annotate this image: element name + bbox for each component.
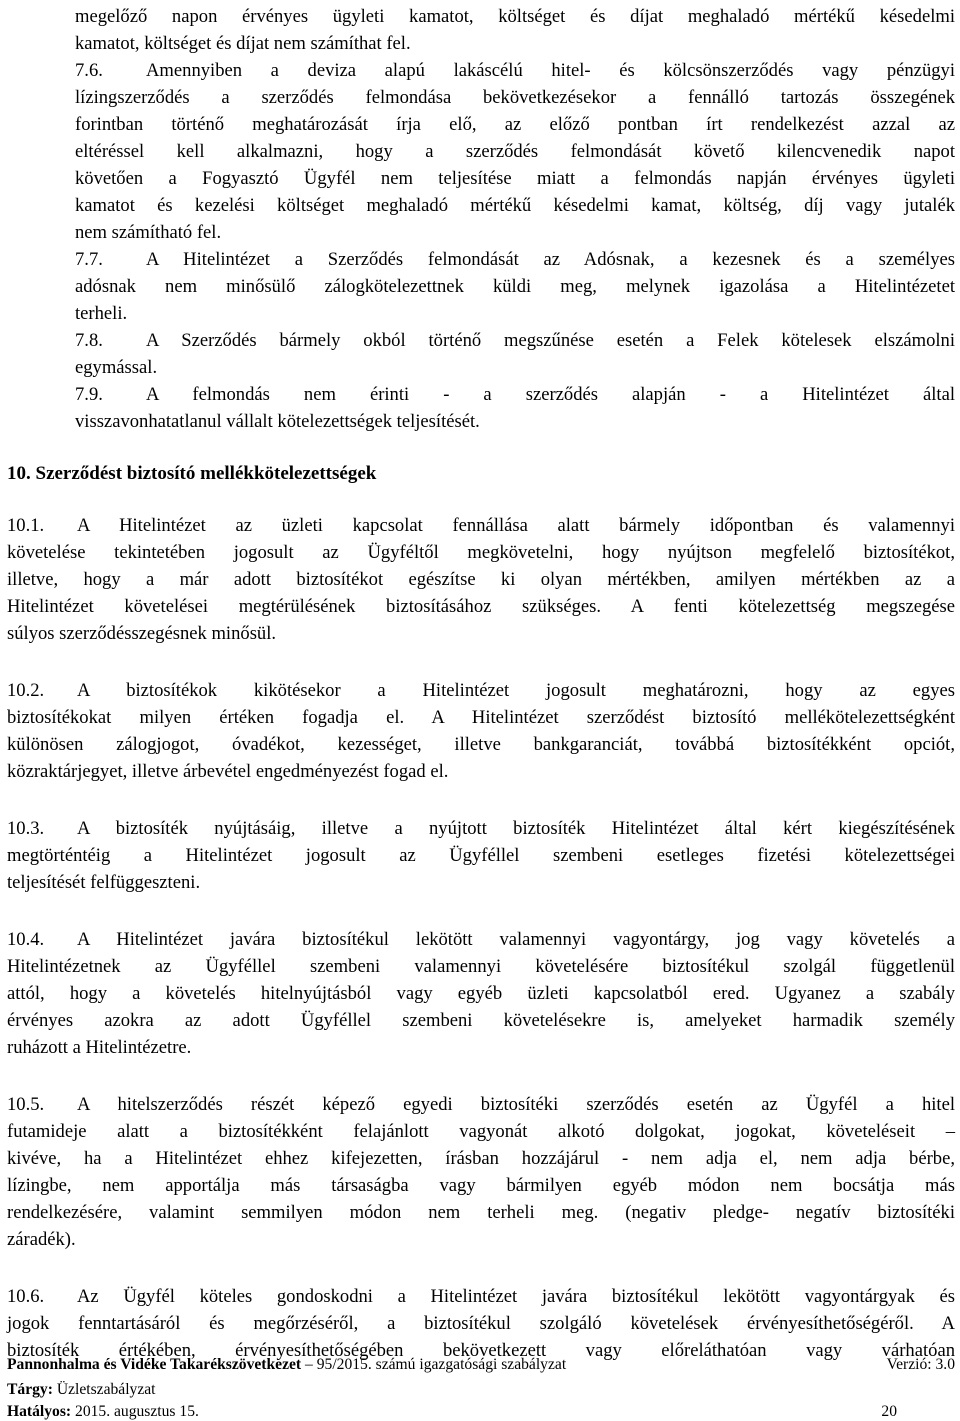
text-line (7, 815, 955, 842)
line-text: 10. Szerződést biztosító mellékkötelezettségek (7, 463, 377, 484)
line-text: nem számítható fel. (75, 222, 222, 243)
line-text: lízingszerződés a szerződés felmondása bekövetkezésekor a fennálló tartozás összegének (75, 87, 955, 108)
text-line (7, 408, 955, 435)
text-line (7, 1310, 955, 1337)
text-line (7, 1199, 955, 1226)
text-line (7, 138, 955, 165)
line-text: kamatot és kezelési költséget meghaladó mértékű késedelmi kamat, költség, díj vagy jutalék (75, 195, 955, 216)
line-text: illetve, hogy a már adott biztosítékot egészítse ki olyan mértékben, amilyen mértékben az a (7, 569, 955, 590)
text-line (7, 354, 955, 381)
line-text: A felmondás nem érinti - a szerződés alapján - a Hitelintézet által (146, 384, 955, 405)
clause-number: 7.7. (75, 249, 103, 270)
text-line (7, 327, 955, 354)
clause-number: 10.3. (7, 818, 45, 839)
line-text: adósnak nem minősülő zálogkötelezettnek küldi meg, melynek igazolása a Hitelintézetet (75, 276, 955, 297)
line-text: eltéréssel kell alkalmazni, hogy a szerződés felmondását követő kilencvenedik napot (75, 141, 955, 162)
text-line (7, 704, 955, 731)
line-text: Az Ügyfél köteles gondoskodni a Hitelintézet javára biztosítékul lekötött vagyontárgyak és (77, 1286, 955, 1307)
footer-effective-label: Hatályos: (7, 1403, 76, 1420)
line-text: kivéve, ha a Hitelintézet ehhez kifejezetten, írásban hozzájárul - nem adja el, nem adja bérbe, (7, 1148, 955, 1169)
line-text: ruházott a Hitelintézetre. (7, 1037, 192, 1058)
text-line (7, 926, 955, 953)
line-text: rendelkezésére, valamint semmilyen módon nem terheli meg. (negativ pledge- negatív biztosítéki (7, 1202, 955, 1223)
clause-number: 7.9. (75, 384, 103, 405)
footer-line-3 (7, 1402, 955, 1421)
text-line (7, 1007, 955, 1034)
line-text: Amennyiben a deviza alapú lakáscélú hitel- és kölcsönszerződés vagy pénzügyi (146, 60, 955, 81)
text-line (7, 677, 955, 704)
text-line (7, 842, 955, 869)
text-line (7, 111, 955, 138)
text-line (7, 869, 955, 896)
text-line (7, 57, 955, 84)
footer-org: Pannonhalma és Vidéke Takarékszövetkezet (7, 1356, 302, 1373)
line-text: lízingbe, nem apportálja más társaságba vagy bármilyen egyéb módon nem bocsátja más (7, 1175, 955, 1196)
text-line (7, 3, 955, 30)
clause-number: 10.4. (7, 929, 45, 950)
line-text: terheli. (75, 303, 128, 324)
line-text: jogok fenntartásáról és megőrzéséről, a biztosítékul szolgáló követelések érvényesíthetőségéről. A (7, 1313, 955, 1334)
line-text: biztosíték értékében, érvényesíthetőségében bekövetkezett vagy előreláthatóan vagy várhatóan (7, 1340, 955, 1361)
line-text: Hitelintézetnek az Ügyféllel szembeni valamennyi követelésére biztosítékul szolgál függetlenül (7, 956, 955, 977)
clause-number: 10.5. (7, 1094, 45, 1115)
text-line (7, 620, 955, 647)
text-line (7, 84, 955, 111)
text-line (7, 30, 955, 57)
line-text: közraktárjegyet, illetve árbevétel engedményezést fogad el. (7, 761, 449, 782)
footer-subject: Üzletszabályzat (56, 1381, 156, 1398)
line-text: A biztosíték nyújtásáig, illetve a nyújtott biztosíték Hitelintézet által kért kiegészítésének (77, 818, 955, 839)
text-line (7, 566, 955, 593)
line-text: visszavonhatatlanul vállalt kötelezettségek teljesítését. (75, 411, 480, 432)
line-text: követően a Fogyasztó Ügyfél nem teljesítése miatt a felmondás napján érvényes ügyleti (75, 168, 955, 189)
text-line (7, 980, 955, 1007)
section-heading (7, 460, 955, 487)
line-text: Hitelintézet követelései megtérülésének biztosításához szükséges. A fenti kötelezettség megszegése (7, 596, 955, 617)
footer-version: Verzió: 3.0 (886, 1356, 955, 1373)
text-line (7, 1091, 955, 1118)
clause-number: 10.6. (7, 1286, 45, 1307)
line-text: A Hitelintézet a Szerződés felmondását az Adósnak, a kezesnek és a személyes (146, 249, 955, 270)
text-line (7, 273, 955, 300)
line-text: A Hitelintézet javára biztosítékul lekötött valamennyi vagyontárgy, jog vagy követelés a (77, 929, 955, 950)
line-text: érvényes azokra az adott Ügyféllel szembeni követelésekre is, amelyeket harmadik személy (7, 1010, 955, 1031)
footer-regulation: – 95/2015. számú igazgatósági szabályzat (301, 1356, 567, 1373)
clause-number: 7.8. (75, 330, 103, 351)
text-line (7, 381, 955, 408)
text-line (7, 593, 955, 620)
page-number: 20 (881, 1403, 897, 1420)
line-text: forintban történő meghatározását írja elő, az előző pontban írt rendelkezést azzal az (75, 114, 955, 135)
line-text: különösen zálogjogot, óvadékot, kezességet, illetve bankgaranciát, továbbá biztosítékként opciót, (7, 734, 955, 755)
line-text: megtörténtéig a Hitelintézet jogosult az Ügyféllel szembeni esetleges fizetési kötelezettségei (7, 845, 955, 866)
line-text: biztosítékokat milyen értéken fogadja el. A Hitelintézet szerződést biztosító mellékötelezettségként (7, 707, 955, 728)
line-text: kamatot, költséget és díjat nem számíthat fel. (75, 33, 411, 54)
line-text: A Hitelintézet az üzleti kapcsolat fennállása alatt bármely időpontban és valamennyi (77, 515, 955, 536)
text-line (7, 1118, 955, 1145)
line-text: futamideje alatt a biztosítékként felajánlott vagyonát alkotó dolgokat, jogokat, követeléseit – (7, 1121, 955, 1142)
line-text: attól, hogy a követelés hitelnyújtásból vagy egyéb üzleti kapcsolatból ered. Ugyanez a szabály (7, 983, 955, 1004)
text-line (7, 1034, 955, 1061)
text-line (7, 1172, 955, 1199)
line-text: teljesítését felfüggeszteni. (7, 872, 201, 893)
line-text: A Szerződés bármely okból történő megszűnése esetén a Felek kötelesek elszámolni (146, 330, 955, 351)
text-line (7, 300, 955, 327)
line-text: egymással. (75, 357, 158, 378)
text-line (7, 1226, 955, 1253)
line-text: A hitelszerződés részét képező egyedi biztosítéki szerződés esetén az Ügyfél a hitel (77, 1094, 955, 1115)
clause-number: 10.2. (7, 680, 45, 701)
clause-number: 7.6. (75, 60, 103, 81)
text-line (7, 512, 955, 539)
clause-number: 10.1. (7, 515, 45, 536)
line-text: követelése tekintetében jogosult az Ügyféltől megkövetelni, hogy nyújtson megfelelő biztosítékot, (7, 542, 955, 563)
text-line (7, 219, 955, 246)
text-line (7, 246, 955, 273)
line-text: súlyos szerződésszegésnek minősül. (7, 623, 277, 644)
text-line (7, 165, 955, 192)
text-line (7, 758, 955, 785)
text-line (7, 192, 955, 219)
footer-line-1 (7, 1355, 955, 1374)
text-line (7, 1283, 955, 1310)
line-text: megelőző napon érvényes ügyleti kamatot, költséget és díjat meghaladó mértékű késedelmi (75, 6, 955, 27)
line-text: A biztosítékok kikötésekor a Hitelintézet jogosult meghatározni, hogy az egyes (77, 680, 955, 701)
footer-subject-label: Tárgy: (7, 1381, 57, 1398)
line-text: záradék). (7, 1229, 76, 1250)
text-line (7, 539, 955, 566)
footer-line-2 (7, 1380, 955, 1399)
text-line (7, 731, 955, 758)
text-line (7, 1145, 955, 1172)
footer-effective: 2015. augusztus 15. (75, 1403, 199, 1420)
text-line (7, 953, 955, 980)
